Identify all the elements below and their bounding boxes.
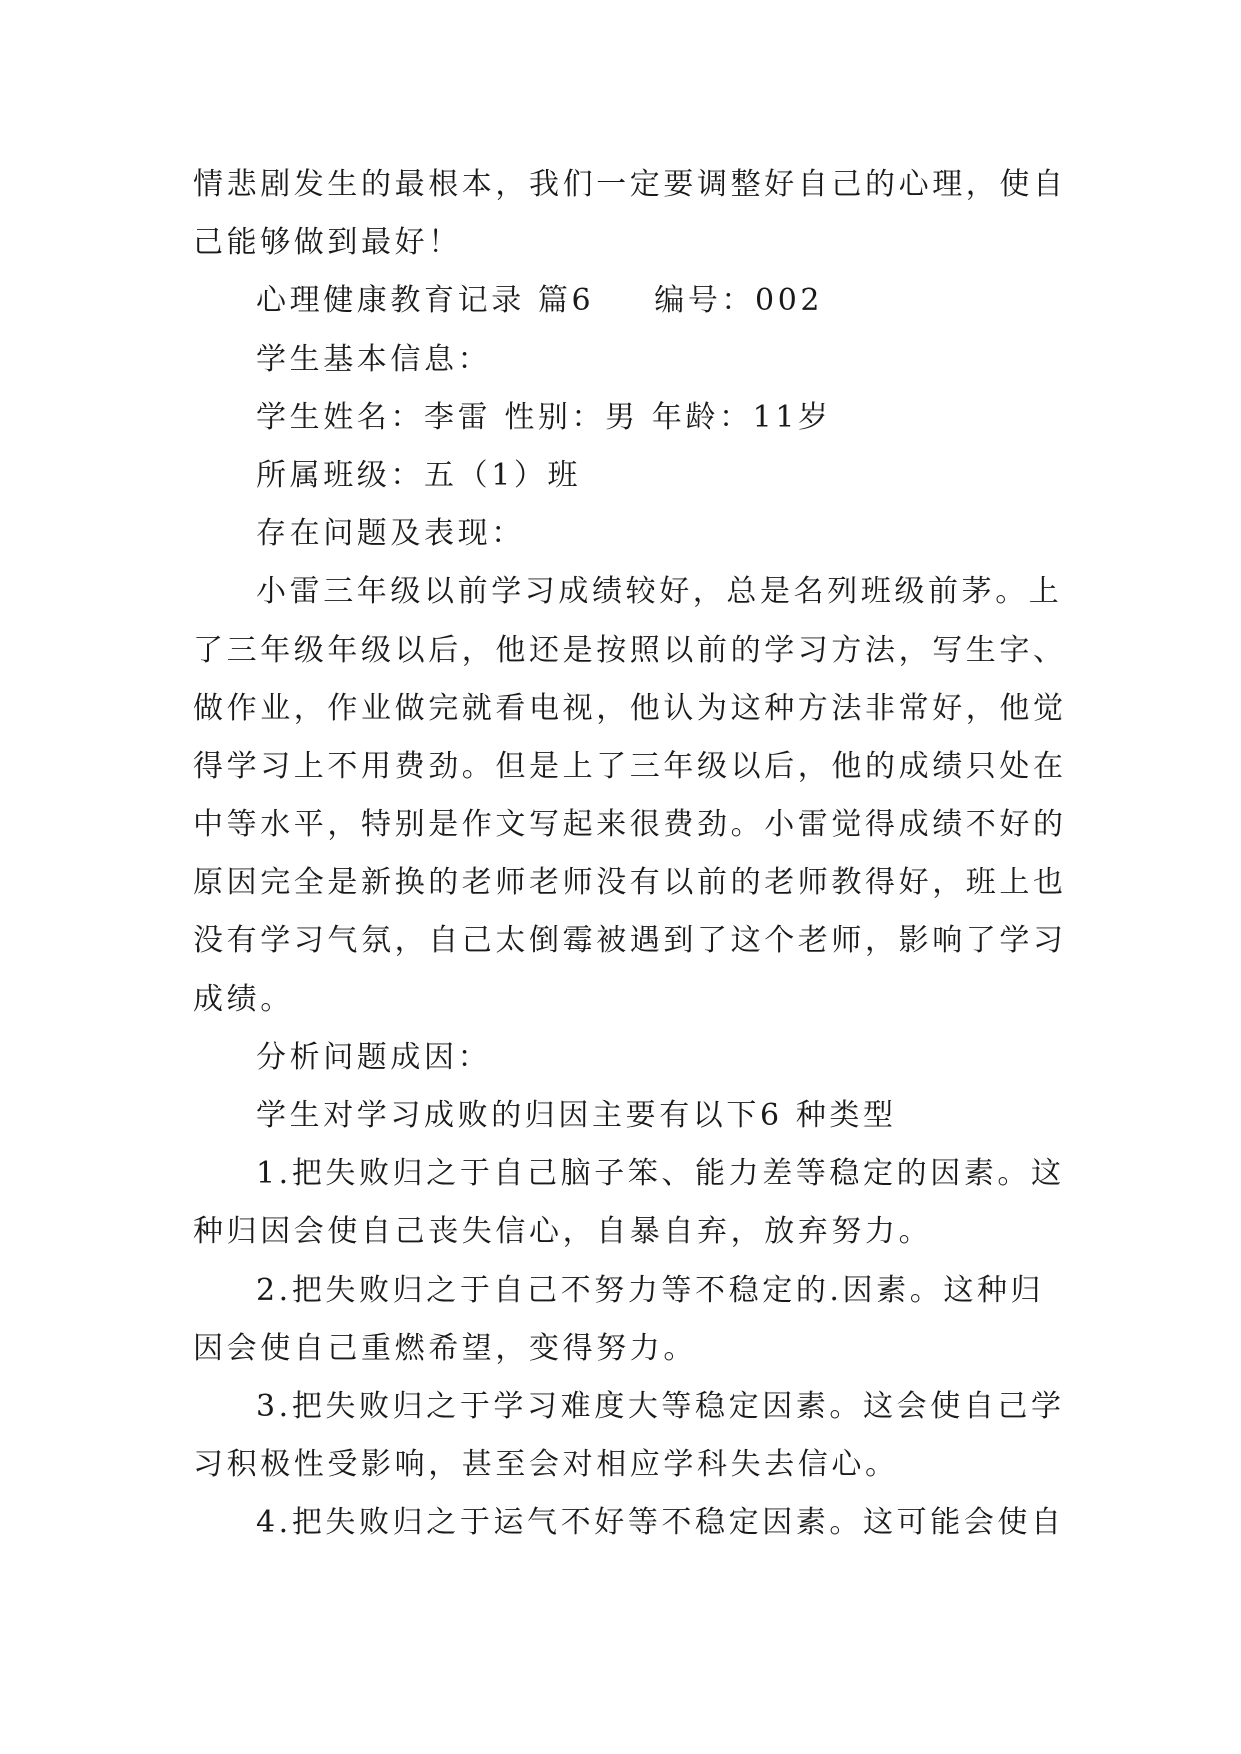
record-title: 心理健康教育记录 篇6 [256,283,595,319]
record-heading-line [193,272,1061,330]
list-item-line: 3.把失败归之于学习难度大等稳定因素。这会使自己学 [256,1388,1065,1424]
list-item-line: 4.把失败归之于运气不好等不稳定因素。这可能会使自 [256,1505,1065,1541]
list-item-line: 1.把失败归之于自己脑子笨、能力差等稳定的因素。这 [256,1156,1065,1192]
list-item-line: 2.把失败归之于自己不努力等不稳定的.因素。这种归 [256,1272,1045,1308]
paragraph-line: 没有学习气氛，自己太倒霉被遇到了这个老师，影响了学习 [193,923,1067,959]
list-item-line: 种归因会使自己丧失信心，自暴自弃，放弃努力。 [193,1214,933,1250]
paragraph-line: 中等水平，特别是作文写起来很费劲。小雷觉得成绩不好的 [193,807,1067,843]
paragraph-line: 了三年级年级以后，他还是按照以前的学习方法，写生字、 [193,632,1067,668]
document-body [193,156,1067,1553]
list-item-line: 习积极性受影响，甚至会对相应学科失去信心。 [193,1447,899,1483]
paragraph-line: 成绩。 [193,981,294,1017]
paragraph-line: 得学习上不用费劲。但是上了三年级以后，他的成绩只处在 [193,748,1067,784]
paragraph-line: 小雷三年级以前学习成绩较好，总是名列班级前茅。上 [256,574,1063,610]
student-class-line: 所属班级：五（1）班 [256,457,582,493]
section-heading: 学生基本信息： [256,341,492,377]
section-heading: 分析问题成因： [256,1039,492,1075]
paragraph-line: 原因完全是新换的老师老师没有以前的老师教得好，班上也 [193,865,1067,901]
paragraph-line: 情悲剧发生的最根本，我们一定要调整好自己的心理，使自 [193,167,1067,202]
record-number: 编号：002 [654,283,824,319]
paragraph-line: 做作业，作业做完就看电视，他认为这种方法非常好，他觉 [193,690,1067,726]
student-info-line: 学生姓名：李雷 性别：男 年龄：11岁 [256,399,832,435]
paragraph-line: 学生对学习成败的归因主要有以下6 种类型 [256,1098,897,1133]
list-item-line: 因会使自己重燃希望，变得努力。 [193,1330,697,1366]
section-heading: 存在问题及表现： [256,516,525,552]
paragraph-line: 己能够做到最好！ [193,225,462,261]
